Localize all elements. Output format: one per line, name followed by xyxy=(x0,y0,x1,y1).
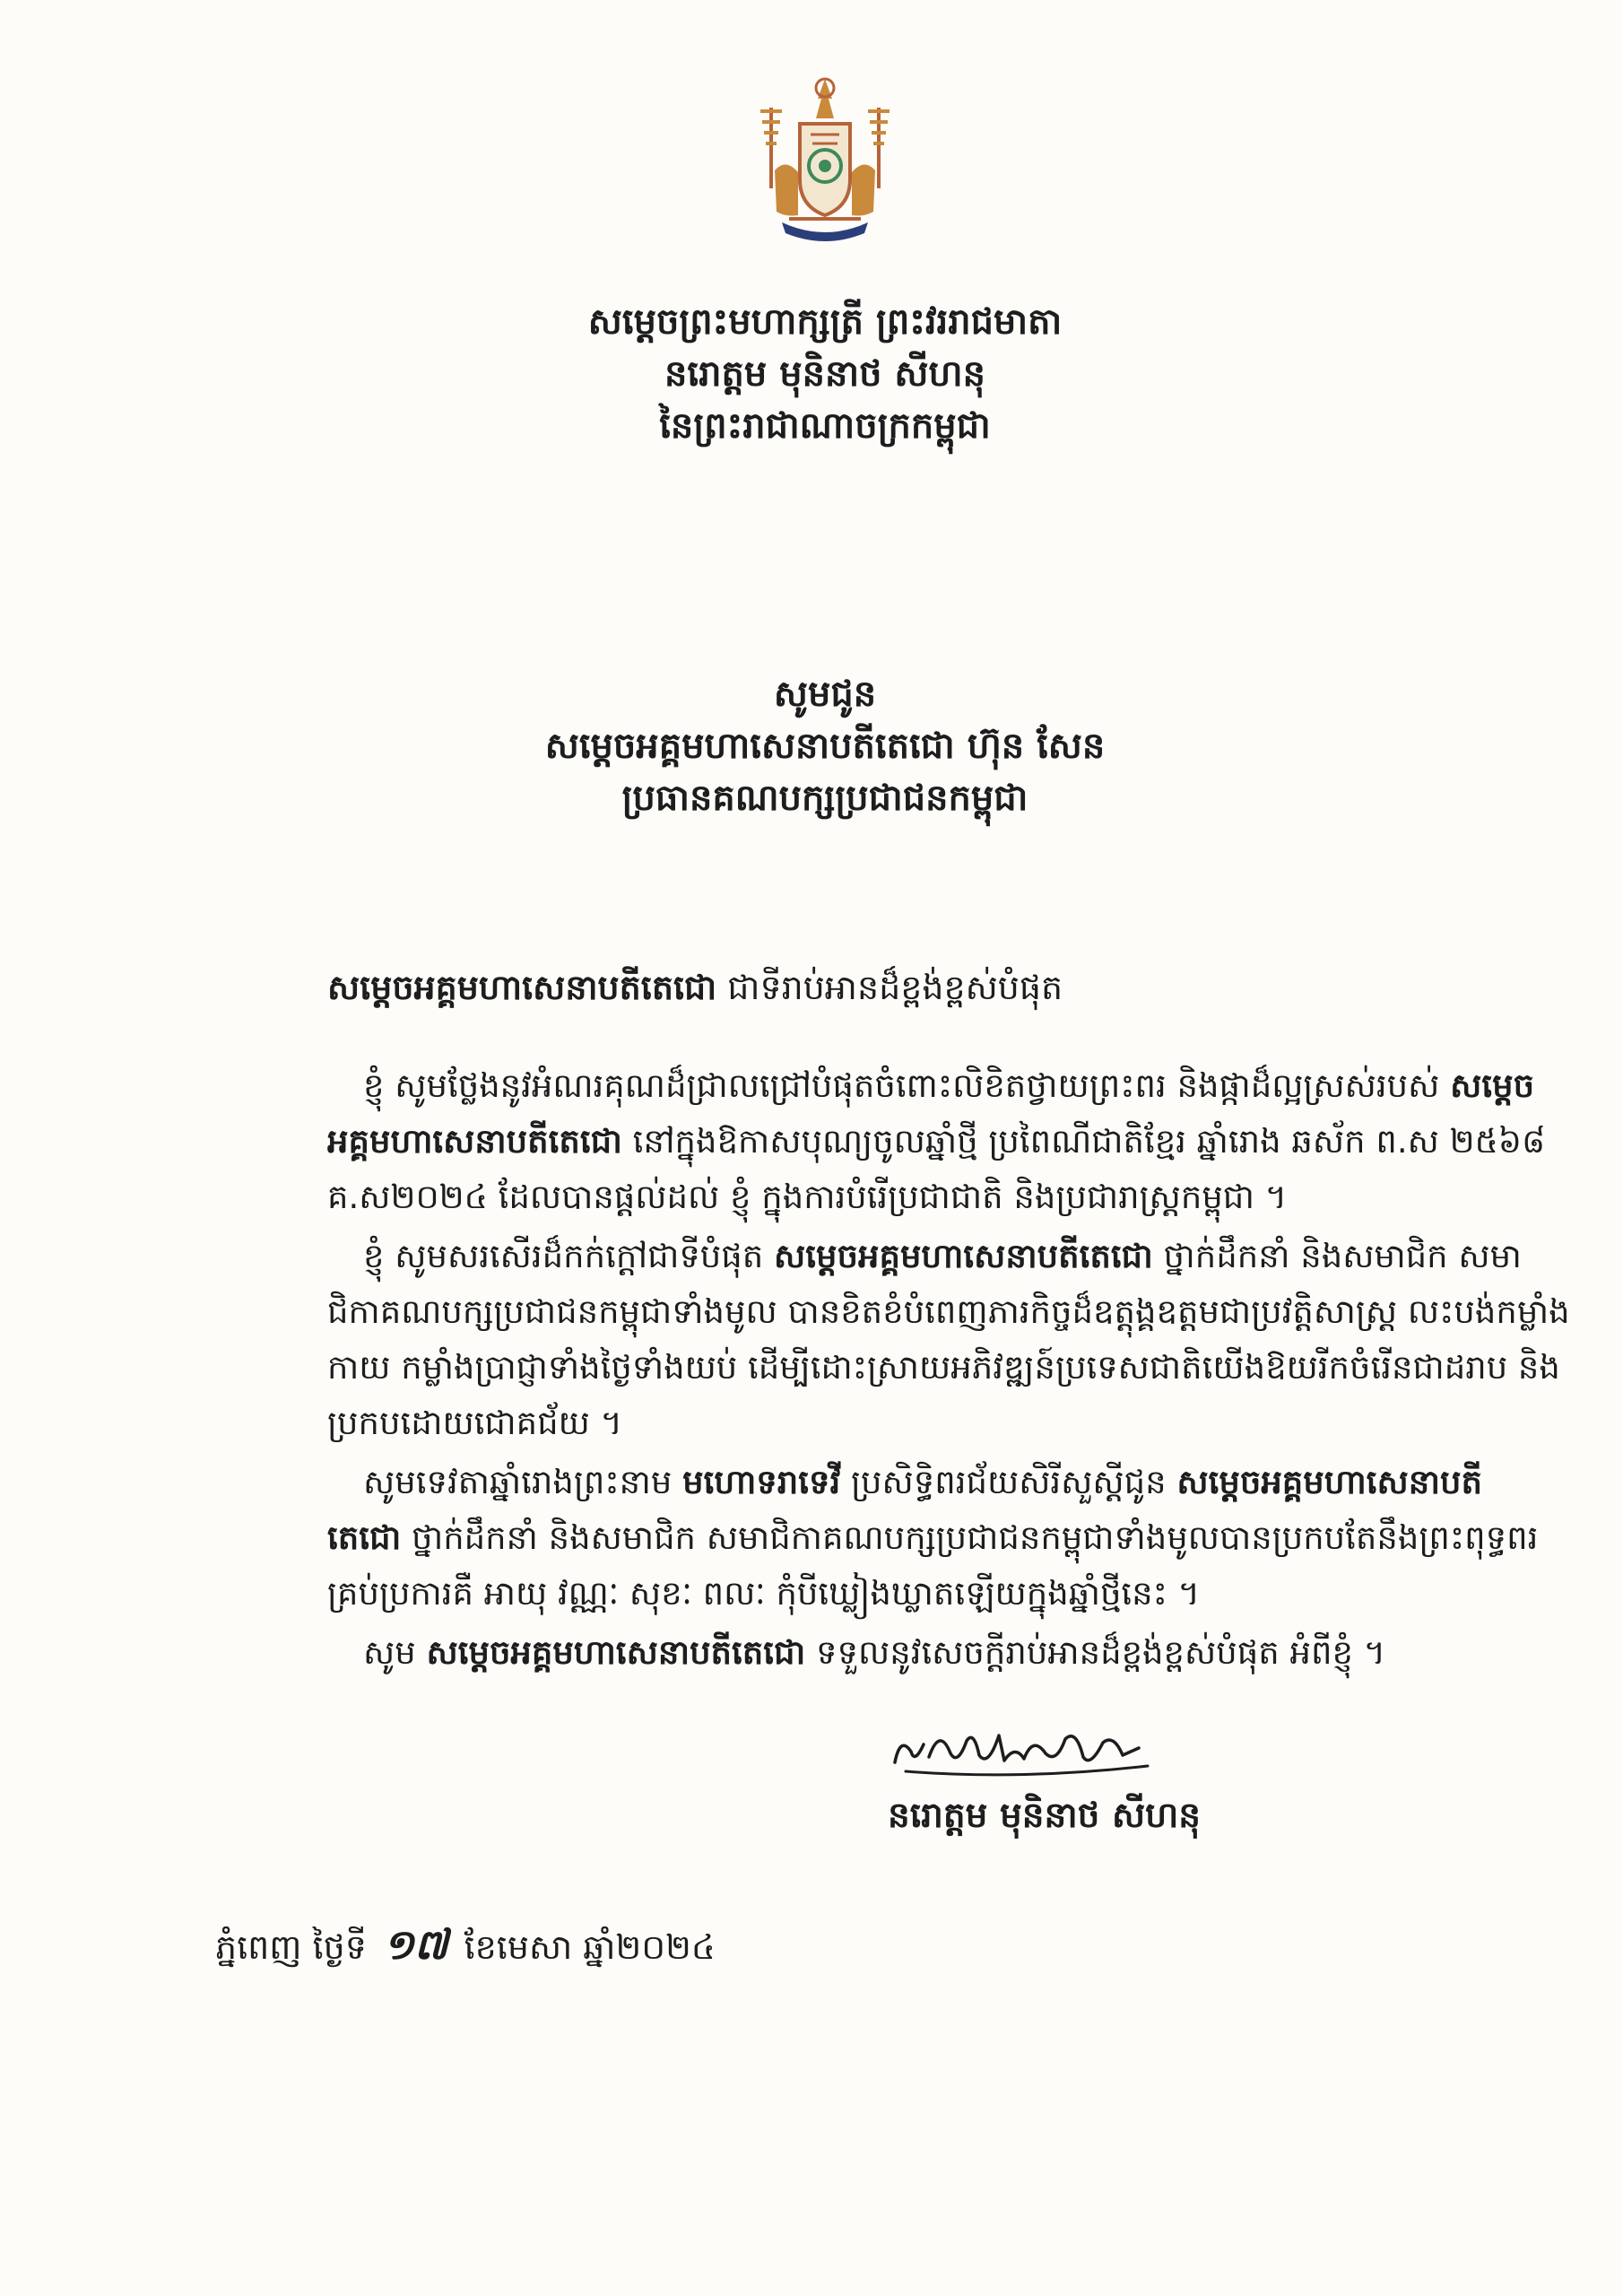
p1-text: ខ្ញុំ សូមថ្លែងនូវអំណរគុណដ៏ជ្រាលជ្រៅបំផុតចំពោះលិខិតថ្វាយព្រះពរ និងផ្កាដ៏ល្អស្រស់របស់ xyxy=(363,1066,1451,1105)
p2-line-1 xyxy=(327,1229,1522,1284)
p2-line-4: ប្រកបដោយជោគជ័យ ។ xyxy=(327,1404,623,1442)
addressee-salutation: សូមជូន xyxy=(773,674,877,715)
p1-line-3: គ.ស២០២៤ ដែលបានផ្ដល់ដល់ ខ្ញុំ ក្នុងការបំរើប្រជាជាតិ និងប្រជារាស្ត្រកម្ពុជា ។ xyxy=(327,1178,1288,1216)
p2-text-2: ថ្នាក់ដឹកនាំ និងសមាជិក សមា xyxy=(1152,1237,1522,1275)
subject-rest: ជាទីរាប់អានដ៏ខ្ពង់ខ្ពស់បំផុត xyxy=(716,968,1063,1007)
p1-line-1 xyxy=(327,1058,1535,1114)
sender-block xyxy=(538,296,1112,452)
date-day: ១៧ xyxy=(382,1920,448,1969)
date-prefix: ភ្នំពេញ ថ្ងៃទី xyxy=(215,1927,367,1967)
date-suffix: ខែមេសា ឆ្នាំ២០២៤ xyxy=(464,1927,716,1967)
paragraph-4 xyxy=(327,1625,1457,1681)
paragraph-1 xyxy=(327,1058,1546,1225)
p1-text-2: នៅក្នុងឱកាសបុណ្យចូលឆ្នាំថ្មី ប្រពៃណីជាតិខ្មែរ ឆ្នាំរោង ឆស័ក ព.ស ២៥៦៨ xyxy=(621,1122,1546,1161)
sender-title: សម្ដេចព្រះមហាក្សត្រី ព្រះវររាជមាតា xyxy=(587,301,1063,343)
signer-name: នរោត្ដម មុនិនាថ សីហនុ xyxy=(888,1796,1201,1836)
p4-line-1 xyxy=(327,1625,1457,1681)
p3-bold-2: សម្ដេចអគ្គមហាសេនាបតី xyxy=(1176,1463,1482,1501)
addressee-position: ប្រធានគណបក្សប្រជាជនកម្ពុជា xyxy=(621,778,1028,819)
p2-line-3: កាយ កម្លាំងប្រាជ្ញាទាំងថ្ងៃទាំងយប់ ដើម្បីដោះស្រាយអភិវឌ្ឍន៍ប្រទេសជាតិយើងឱយរីកចំរើនជាដរាប និង xyxy=(327,1348,1560,1387)
p2-line-2: ជិកាគណបក្សប្រជាជនកម្ពុជាទាំងមូល បានខិតខំបំពេញភារកិច្ចដ៏ឧត្តុង្គឧត្តមជាប្រវត្តិសាស្ត្រ លះបង់កម្លាំង xyxy=(327,1292,1570,1331)
sender-name: នរោត្ដម មុនិនាថ សីហនុ xyxy=(664,353,985,395)
p3-line-1 xyxy=(327,1455,1482,1510)
p2-bold: សម្ដេចអគ្គមហាសេនាបតីតេជោ xyxy=(774,1237,1153,1275)
addressee-block xyxy=(502,668,1148,824)
p1-bold: សម្ដេច xyxy=(1450,1066,1535,1105)
p2-text: ខ្ញុំ សូមសរសើរដ៏កក់ក្ដៅជាទីបំផុត xyxy=(363,1237,775,1275)
p4-text-2: ទទួលនូវសេចក្ដីរាប់អានដ៏ខ្ពង់ខ្ពស់បំផុត អំពីខ្ញុំ ។ xyxy=(805,1633,1386,1672)
p3-bold-3: តេជោ xyxy=(327,1518,402,1557)
sender-country: នៃព្រះរាជាណាចក្រកម្ពុជា xyxy=(659,405,991,447)
subject-bold: សម្ដេចអគ្គមហាសេនាបតីតេជោ xyxy=(327,968,717,1007)
p3-text-2: ប្រសិទ្ធិពរជ័យសិរីសួស្ដីជូន xyxy=(840,1463,1177,1501)
handwritten-signature xyxy=(888,1709,1157,1780)
p1-line-2 xyxy=(327,1114,1546,1170)
subject-line xyxy=(327,964,1493,1011)
p3-bold: មហោទរាទេវី xyxy=(682,1463,841,1501)
p3-text: សូមទេវតាឆ្នាំរោងព្រះនាម xyxy=(363,1463,683,1501)
paragraph-2 xyxy=(327,1229,1570,1451)
p4-bold: សម្ដេចអគ្គមហាសេនាបតីតេជោ xyxy=(426,1633,806,1672)
p3-line-3: គ្រប់ប្រការគឺ អាយុ វណ្ណៈ សុខៈ ពលៈ កុំបីឃ្លៀងឃ្លាតឡើយក្នុងឆ្នាំថ្មីនេះ ។ xyxy=(327,1574,1201,1613)
royal-coat-of-arms-icon xyxy=(735,72,915,251)
p4-text: សូម xyxy=(363,1633,427,1672)
letter-body xyxy=(327,1058,1570,1684)
addressee-name: សម្ដេចអគ្គមហាសេនាបតីតេជោ ហ៊ុន សែន xyxy=(544,726,1106,767)
paragraph-3 xyxy=(327,1455,1539,1622)
date-line xyxy=(215,1919,716,1979)
p3-line-2 xyxy=(327,1510,1539,1566)
p3-text-3: ថ្នាក់ដឹកនាំ និងសមាជិក សមាជិកាគណបក្សប្រជាជនកម្ពុជាទាំងមូលបានប្រកបតែនឹងព្រះពុទ្ធពរ xyxy=(401,1518,1539,1557)
p1-bold-2: អគ្គមហាសេនាបតីតេជោ xyxy=(327,1122,622,1161)
